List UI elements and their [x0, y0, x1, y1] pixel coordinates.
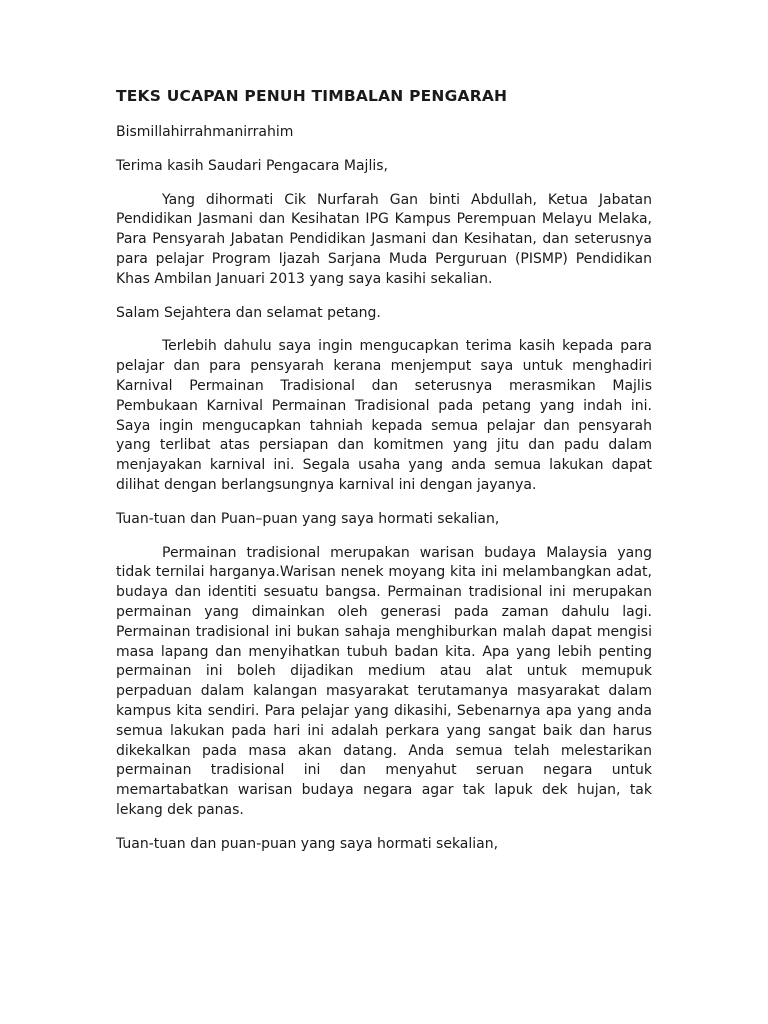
thanks-emcee-line: Terima kasih Saudari Pengacara Majlis,	[116, 157, 388, 174]
address-line-2: Tuan-tuan dan puan-puan yang saya hormati sekalian,	[116, 835, 499, 852]
document-page	[116, 86, 652, 869]
greeting-line: Salam Sejahtera dan selamat petang.	[116, 304, 381, 321]
opening-line: Bismillahirrahmanirrahim	[116, 124, 294, 140]
paragraph-dignitaries: Yang dihormati Cik Nurfarah Gan binti Abdullah, Ketua Jabatan Pendidikan Jasmani dan Kesihatan IPG Kampus Perempuan Melayu Melaka, Para Pensyarah Jabatan Pendidikan Jasmani dan Kesihatan, dan seterusnya para pelajar Program Ijazah Sarjana Muda Perguruan (PISMP) Pendidikan Khas Ambilan Januari 2013 yang saya kasihi sekalian.	[116, 191, 652, 287]
paragraph-thanks: Terlebih dahulu saya ingin mengucapkan terima kasih kepada para pelajar dan para pensyarah kerana menjemput saya untuk menghadiri Karnival Permainan Tradisional dan seterusnya merasmikan Majlis Pembukaan Karnival Permainan Tradisional pada petang yang indah ini. Saya ingin mengucapkan tahniah kepada semua pelajar dan pensyarah yang terlibat atas persiapan dan komitmen yang jitu dan padu dalam menjayakan karnival ini. Segala usaha yang anda semua lakukan dapat dilihat dengan berlangsungnya karnival ini dengan jayanya.	[116, 338, 652, 493]
address-line-1: Tuan-tuan dan Puan–puan yang saya hormati sekalian,	[116, 510, 500, 527]
paragraph-traditional-games: Permainan tradisional merupakan warisan budaya Malaysia yang tidak ternilai harganya.Warisan nenek moyang kita ini melambangkan adat, budaya dan identiti sesuatu bangsa. Permainan tradisional ini merupakan permainan yang dimainkan oleh generasi pada zaman dahulu lagi. Permainan tradisional ini bukan sahaja menghiburkan malah dapat mengisi masa lapang dan menyihatkan tubuh badan kita. Apa yang lebih penting permainan ini boleh dijadikan medium atau alat untuk memupuk perpaduan dalam kalangan masyarakat terutamanya masyarakat dalam kampus kita sendiri. Para pelajar yang dikasihi, Sebenarnya apa yang anda semua lakukan pada hari ini adalah perkara yang sangat baik dan harus dikekalkan pada masa akan datang. Anda semua telah melestarikan permainan tradisional ini dan menyahut seruan negara untuk memartabatkan warisan budaya negara agar tak lapuk dek hujan, tak lekang dek panas.	[116, 544, 652, 818]
document-title: TEKS UCAPAN PENUH TIMBALAN PENGARAH	[116, 87, 508, 105]
